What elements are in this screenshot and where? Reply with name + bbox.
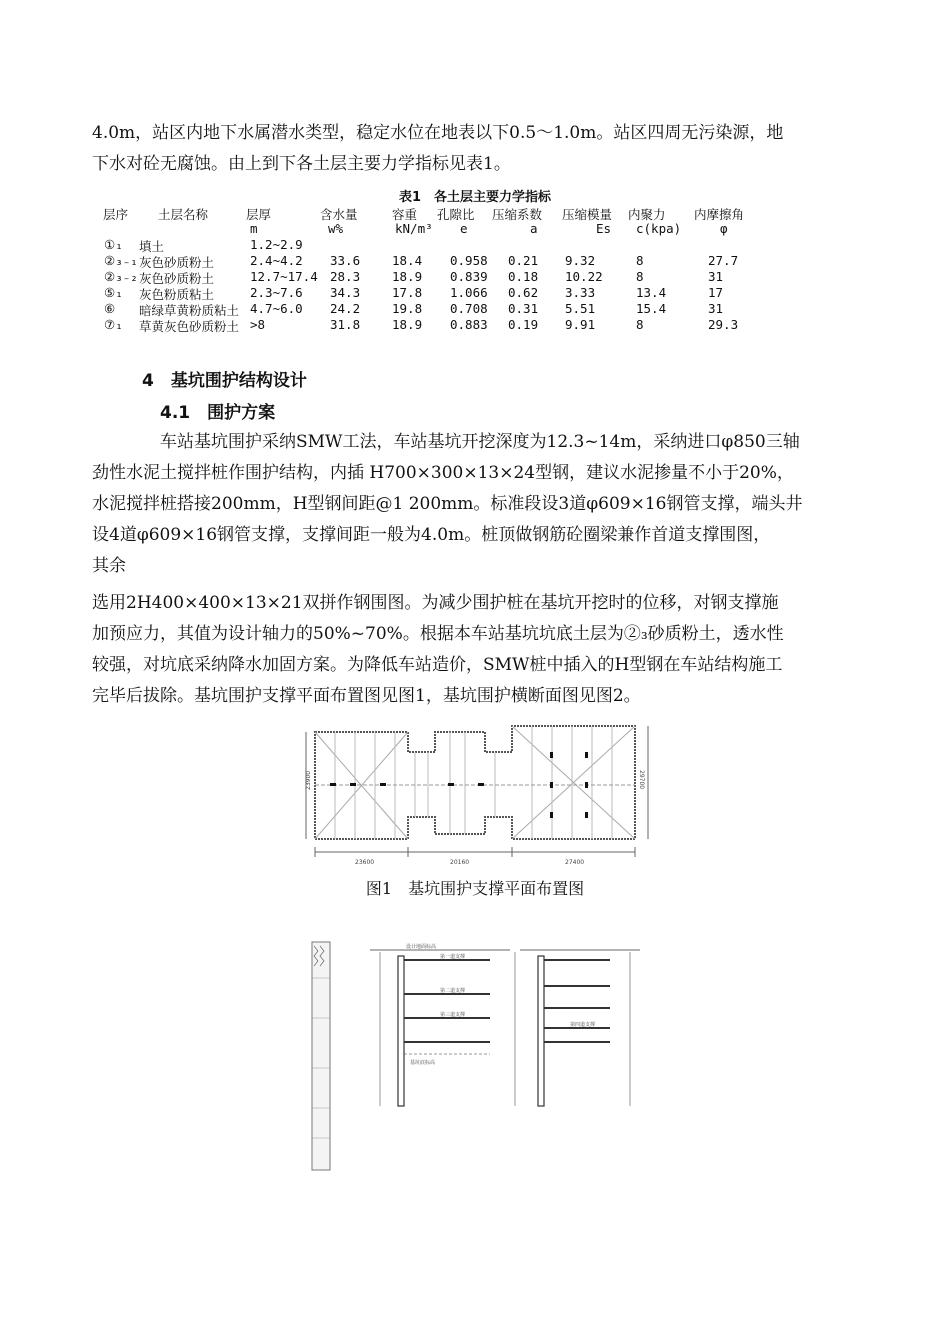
body-p1-line-4: 设4道φ609×16钢管支撑，支撑间距一般为4.0m。桩顶做钢筋砼圈梁兼作首道支撑围图，: [92, 525, 771, 545]
unit-cell: m: [250, 221, 258, 236]
table-cell: 10.22: [565, 269, 603, 284]
intro-line-2: 下水对砼无腐蚀。由上到下各土层主要力学指标见表1。: [92, 154, 511, 174]
table-cell: 5.51: [565, 301, 596, 316]
table-row: [0, 285, 950, 301]
table-row: [0, 253, 950, 269]
header-cell: 压缩系数: [492, 207, 543, 222]
body-p2-line-2: 加预应力，其值为设计轴力的50%~70%。根据本车站基坑坑底土层为②₃砂质粉土，透水性: [92, 624, 784, 644]
section-heading: 4 基坑围护结构设计: [142, 371, 307, 391]
figure1-caption: 图1 基坑围护支撑平面布置图: [365, 879, 585, 898]
table-cell: 填土: [139, 239, 165, 254]
unit-cell: w%: [328, 221, 344, 236]
table-cell: 1.066: [450, 285, 488, 300]
body-p2-line-4: 完毕后拔除。基坑围护支撑平面布置图见图1，基坑围护横断面图见图2。: [92, 686, 641, 706]
table-cell: 18.9: [392, 317, 423, 332]
table-cell: 0.18: [508, 269, 539, 284]
table-cell: 灰色砂质粉土: [139, 271, 215, 286]
table-cell: 27.7: [708, 253, 739, 268]
table-cell: ①₁: [104, 237, 123, 252]
table-cell: 28.3: [330, 269, 361, 284]
table-cell: 草黄灰色砂质粉土: [139, 319, 240, 334]
body-p2-line-3: 较强，对坑底采纳降水加固方案。为降低车站造价，SMW桩中插入的H型钢在车站结构施工: [92, 655, 783, 675]
table-cell: 34.3: [330, 285, 361, 300]
table-cell: 33.6: [330, 253, 361, 268]
table-cell: 0.708: [450, 301, 488, 316]
unit-cell: a: [530, 221, 538, 236]
table-cell: 灰色粉质粘土: [139, 287, 215, 302]
table-cell: 4.7~6.0: [250, 301, 303, 316]
table-cell: 24.2: [330, 301, 361, 316]
column-marker: [585, 752, 588, 758]
dim-label: 29700: [638, 770, 645, 790]
table-cell: 17: [708, 285, 724, 300]
table-row: [0, 237, 950, 253]
table-cell: 灰色砂质粉土: [139, 255, 215, 270]
table-cell: 18.9: [392, 269, 423, 284]
body-p2-line-1: 选用2H400×400×13×21双拼作钢围图。为减少围护桩在基坑开挖时的位移，对钢支撑施: [92, 593, 779, 613]
table-cell: >8: [250, 317, 266, 332]
table-cell: 9.91: [565, 317, 596, 332]
column-marker: [550, 752, 553, 758]
column-marker: [585, 782, 588, 788]
body-p1-line-2: 劲性水泥土搅拌桩作围护结构，内插 H700×300×13×24型钢，建议水泥掺量不小于20%，: [92, 463, 794, 483]
table-row: [0, 269, 950, 285]
table-cell: 31: [708, 269, 724, 284]
header-cell: 容重: [392, 207, 418, 222]
table-cell: ⑤₁: [104, 285, 123, 300]
dim-label: 27400: [565, 859, 585, 866]
table-cell: 15.4: [636, 301, 667, 316]
table-cell: 0.21: [508, 253, 539, 268]
table-cell: ⑥: [104, 301, 116, 316]
table-cell: 0.883: [450, 317, 488, 332]
table-cell: 12.7~17.4: [250, 269, 318, 284]
table-cell: 0.31: [508, 301, 539, 316]
table-cell: ②₃₋₁: [104, 253, 138, 268]
table-cell: 1.2~2.9: [250, 237, 303, 252]
section-label: 基坑底标高: [410, 1060, 436, 1066]
unit-cell: e: [460, 221, 468, 236]
column-marker: [380, 783, 386, 786]
figure2-section-drawing: [310, 938, 655, 1174]
column-marker: [448, 783, 454, 786]
unit-cell: Es: [596, 221, 612, 236]
table-cell: 8: [636, 253, 644, 268]
column-marker: [350, 783, 356, 786]
table-cell: 0.839: [450, 269, 488, 284]
table-cell: 13.4: [636, 285, 667, 300]
section-label: 第四道支撑: [570, 1022, 596, 1028]
table-cell: 2.4~4.2: [250, 253, 303, 268]
table-cell: 8: [636, 269, 644, 284]
header-cell: 层序: [103, 207, 129, 222]
dim-label: 20160: [450, 859, 470, 866]
body-p1-line-1: 车站基坑围护采纳SMW工法，车站基坑开挖深度为12.3~14m，采纳进口φ850三轴: [160, 432, 800, 452]
header-cell: 土层名称: [158, 207, 209, 222]
section-label: 第二道支撑: [440, 988, 466, 994]
figure1-plan-drawing: [300, 724, 660, 869]
table-cell: 0.958: [450, 253, 488, 268]
column-marker: [478, 783, 484, 786]
table-cell: ⑦₁: [104, 317, 123, 332]
table-cell: 31: [708, 301, 724, 316]
section-label: 第三道支撑: [440, 1012, 466, 1018]
section-label: 设计地面标高: [406, 944, 437, 950]
body-p1-line-5: 其余: [92, 556, 126, 576]
table-cell: 19.8: [392, 301, 423, 316]
section-label: 第一道支撑: [440, 954, 466, 960]
table-row: [0, 301, 950, 317]
table-row: [0, 317, 950, 333]
table-cell: 31.8: [330, 317, 361, 332]
column-marker: [585, 812, 588, 818]
header-cell: 层厚: [246, 207, 272, 222]
header-cell: 内摩擦角: [694, 207, 745, 222]
table-cell: 0.62: [508, 285, 539, 300]
table-cell: 29.3: [708, 317, 739, 332]
header-cell: 含水量: [320, 207, 358, 222]
soil-column: [312, 942, 330, 1170]
table-cell: 9.32: [565, 253, 596, 268]
column-marker: [330, 783, 336, 786]
body-p1-line-3: 水泥搅拌桩搭接200mm，H型钢间距@1 200mm。标准段设3道φ609×16钢管支撑，端头井: [92, 494, 803, 514]
table-cell: 3.33: [565, 285, 596, 300]
subsection-heading: 4.1 围护方案: [160, 403, 276, 423]
table-cell: ②₃₋₂: [104, 269, 138, 284]
table-cell: 8: [636, 317, 644, 332]
table-units-row: [0, 221, 950, 237]
table-cell: 暗绿草黄粉质粘土: [139, 303, 240, 318]
table-cell: 18.4: [392, 253, 423, 268]
table-cell: 2.3~7.6: [250, 285, 303, 300]
unit-cell: c(kpa): [636, 221, 682, 236]
table-header-row: [0, 205, 950, 221]
column-marker: [550, 782, 553, 788]
intro-line-1: 4.0m，站区内地下水属潜水类型，稳定水位在地表以下0.5～1.0m。站区四周无污染源，地: [92, 123, 784, 143]
dim-label: 23600: [355, 859, 375, 866]
header-cell: 孔隙比: [437, 207, 475, 222]
header-cell: 内聚力: [628, 207, 666, 222]
table-title: 表1 各土层主要力学指标: [398, 190, 552, 205]
table-cell: 17.8: [392, 285, 423, 300]
header-cell: 压缩模量: [562, 207, 613, 222]
unit-cell: kN/m³: [395, 221, 433, 236]
table-cell: 0.19: [508, 317, 539, 332]
dim-label: 23900: [305, 770, 312, 790]
unit-cell: φ: [720, 221, 728, 236]
column-marker: [550, 812, 553, 818]
